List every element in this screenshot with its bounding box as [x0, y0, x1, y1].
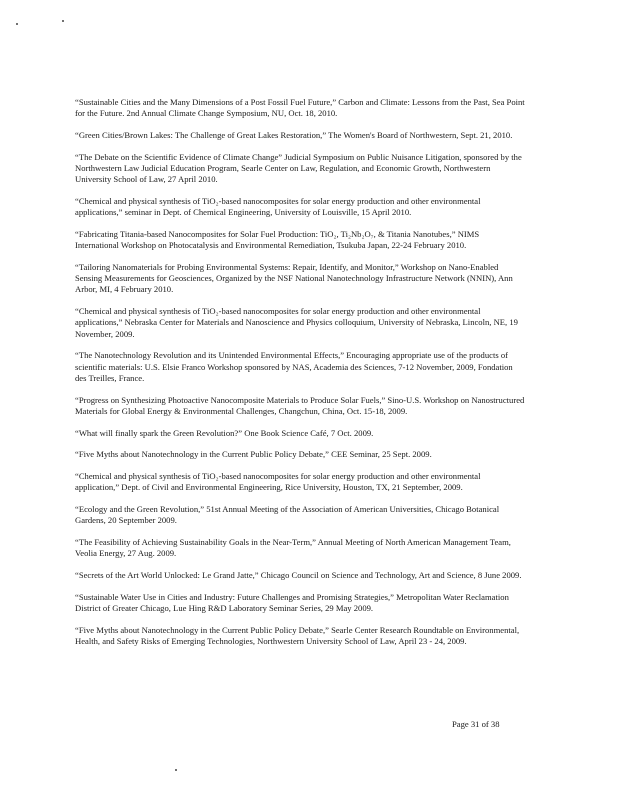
list-item: “Tailoring Nanomaterials for Probing Environmental Systems: Repair, Identify, and Monitor,” Workshop on Nano-Enabled Sensing Measurements for Geosciences, Organized by the NSF National Nanotechnology Infrastructure Network (NNIN), Ann Arbor, MI, 4 February 2010. — [75, 262, 513, 295]
list-item: “Progress on Synthesizing Photoactive Nanocomposite Materials to Produce Solar Fuels,” Sino-U.S. Workshop on Nanostructured Materials for Global Energy & Environmental Challenges, Changchun, China, Oct. 15-18, 2009. — [75, 394, 525, 416]
list-item: “The Debate on the Scientific Evidence of Climate Change” Judicial Symposium on Public Nuisance Litigation, sponsored by the Northwestern Law Judicial Education Program, Searle Center on Law, Regulation, and Economic Growth, Northwestern University School of Law, 27 April 2010. — [75, 151, 522, 185]
list-item: “Secrets of the Art World Unlocked: Le Grand Jatte,” Chicago Council on Science and Technology, Art and Science, 8 June 2009. — [75, 570, 522, 581]
scan-speck — [175, 769, 177, 771]
list-item: “Chemical and physical synthesis of TiO₂-based nanocomposites for solar energy production and other environmental application,” Dept. of Civil and Environmental Engineering, Rice University, Houston, TX, 21 September, 2009. — [75, 471, 481, 493]
presentation-list — [75, 97, 525, 658]
list-item: “Green Cities/Brown Lakes: The Challenge of Great Lakes Restoration,” The Women's Board of Northwestern, Sept. 21, 2010. — [75, 130, 513, 140]
list-item: “The Nanotechnology Revolution and its Unintended Environmental Effects,” Encouraging appropriate use of the products of scientific materials: U.S. Elsie Franco Workshop sponsored by NAS, Academia des Sciences, 7-12 November, 2009, Fondation des Treilles, France. — [75, 350, 513, 383]
list-item: “Fabricating Titania-based Nanocomposites for Solar Fuel Production: TiO₂, Ti₂Nb₂O₇, & Titania Nanotubes,” NIMS International Workshop on Photocatalysis and Environmental Remediation, Tsukuba Japan, 22-24 February 2010. — [75, 229, 480, 251]
list-item: “Chemical and physical synthesis of TiO₂-based nanocomposites for solar energy production and other environmental applications,” seminar in Dept. of Chemical Engineering, University of Louisville, 15 April 2010. — [75, 196, 481, 218]
list-item: “Ecology and the Green Revolution,” 51st Annual Meeting of the Association of American Universities, Chicago Botanical Gardens, 20 September 2009. — [75, 504, 500, 526]
page-number: Page 31 of 38 — [452, 719, 500, 729]
scan-speck — [16, 23, 18, 25]
list-item: “What will finally spark the Green Revolution?” One Book Science Café, 7 Oct. 2009. — [75, 427, 374, 438]
list-item: “The Feasibility of Achieving Sustainability Goals in the Near-Term,” Annual Meeting of North American Management Team, Veolia Energy, 27 Aug. 2009. — [75, 537, 511, 559]
scan-speck — [62, 20, 64, 22]
list-item: “Chemical and physical synthesis of TiO₂-based nanocomposites for solar energy production and other environmental applications,” Nebraska Center for Materials and Nanoscience and Physics colloquium, University of Nebraska, Lincoln, NE, 19 November, 2009. — [75, 306, 518, 339]
list-item: “Sustainable Cities and the Many Dimensions of a Post Fossil Fuel Future,” Carbon and Climate: Lessons from the Past, Sea Point for the Future. 2nd Annual Climate Change Symposium, NU, Oct. 18, 2010. — [75, 97, 525, 119]
list-item: “Five Myths about Nanotechnology in the Current Public Policy Debate,” Searle Center Research Roundtable on Environmental, Health, and Safety Risks of Emerging Technologies, Northwestern University School of Law, April 23 - 24, 2009. — [75, 625, 520, 647]
list-item: “Five Myths about Nanotechnology in the Current Public Policy Debate,” CEE Seminar, 25 Sept. 2009. — [75, 449, 432, 460]
list-item: “Sustainable Water Use in Cities and Industry: Future Challenges and Promising Strategies,” Metropolitan Water Reclamation District of Greater Chicago, Lue Hing R&D Laboratory Seminar Series, 29 May 2009. — [75, 592, 509, 614]
